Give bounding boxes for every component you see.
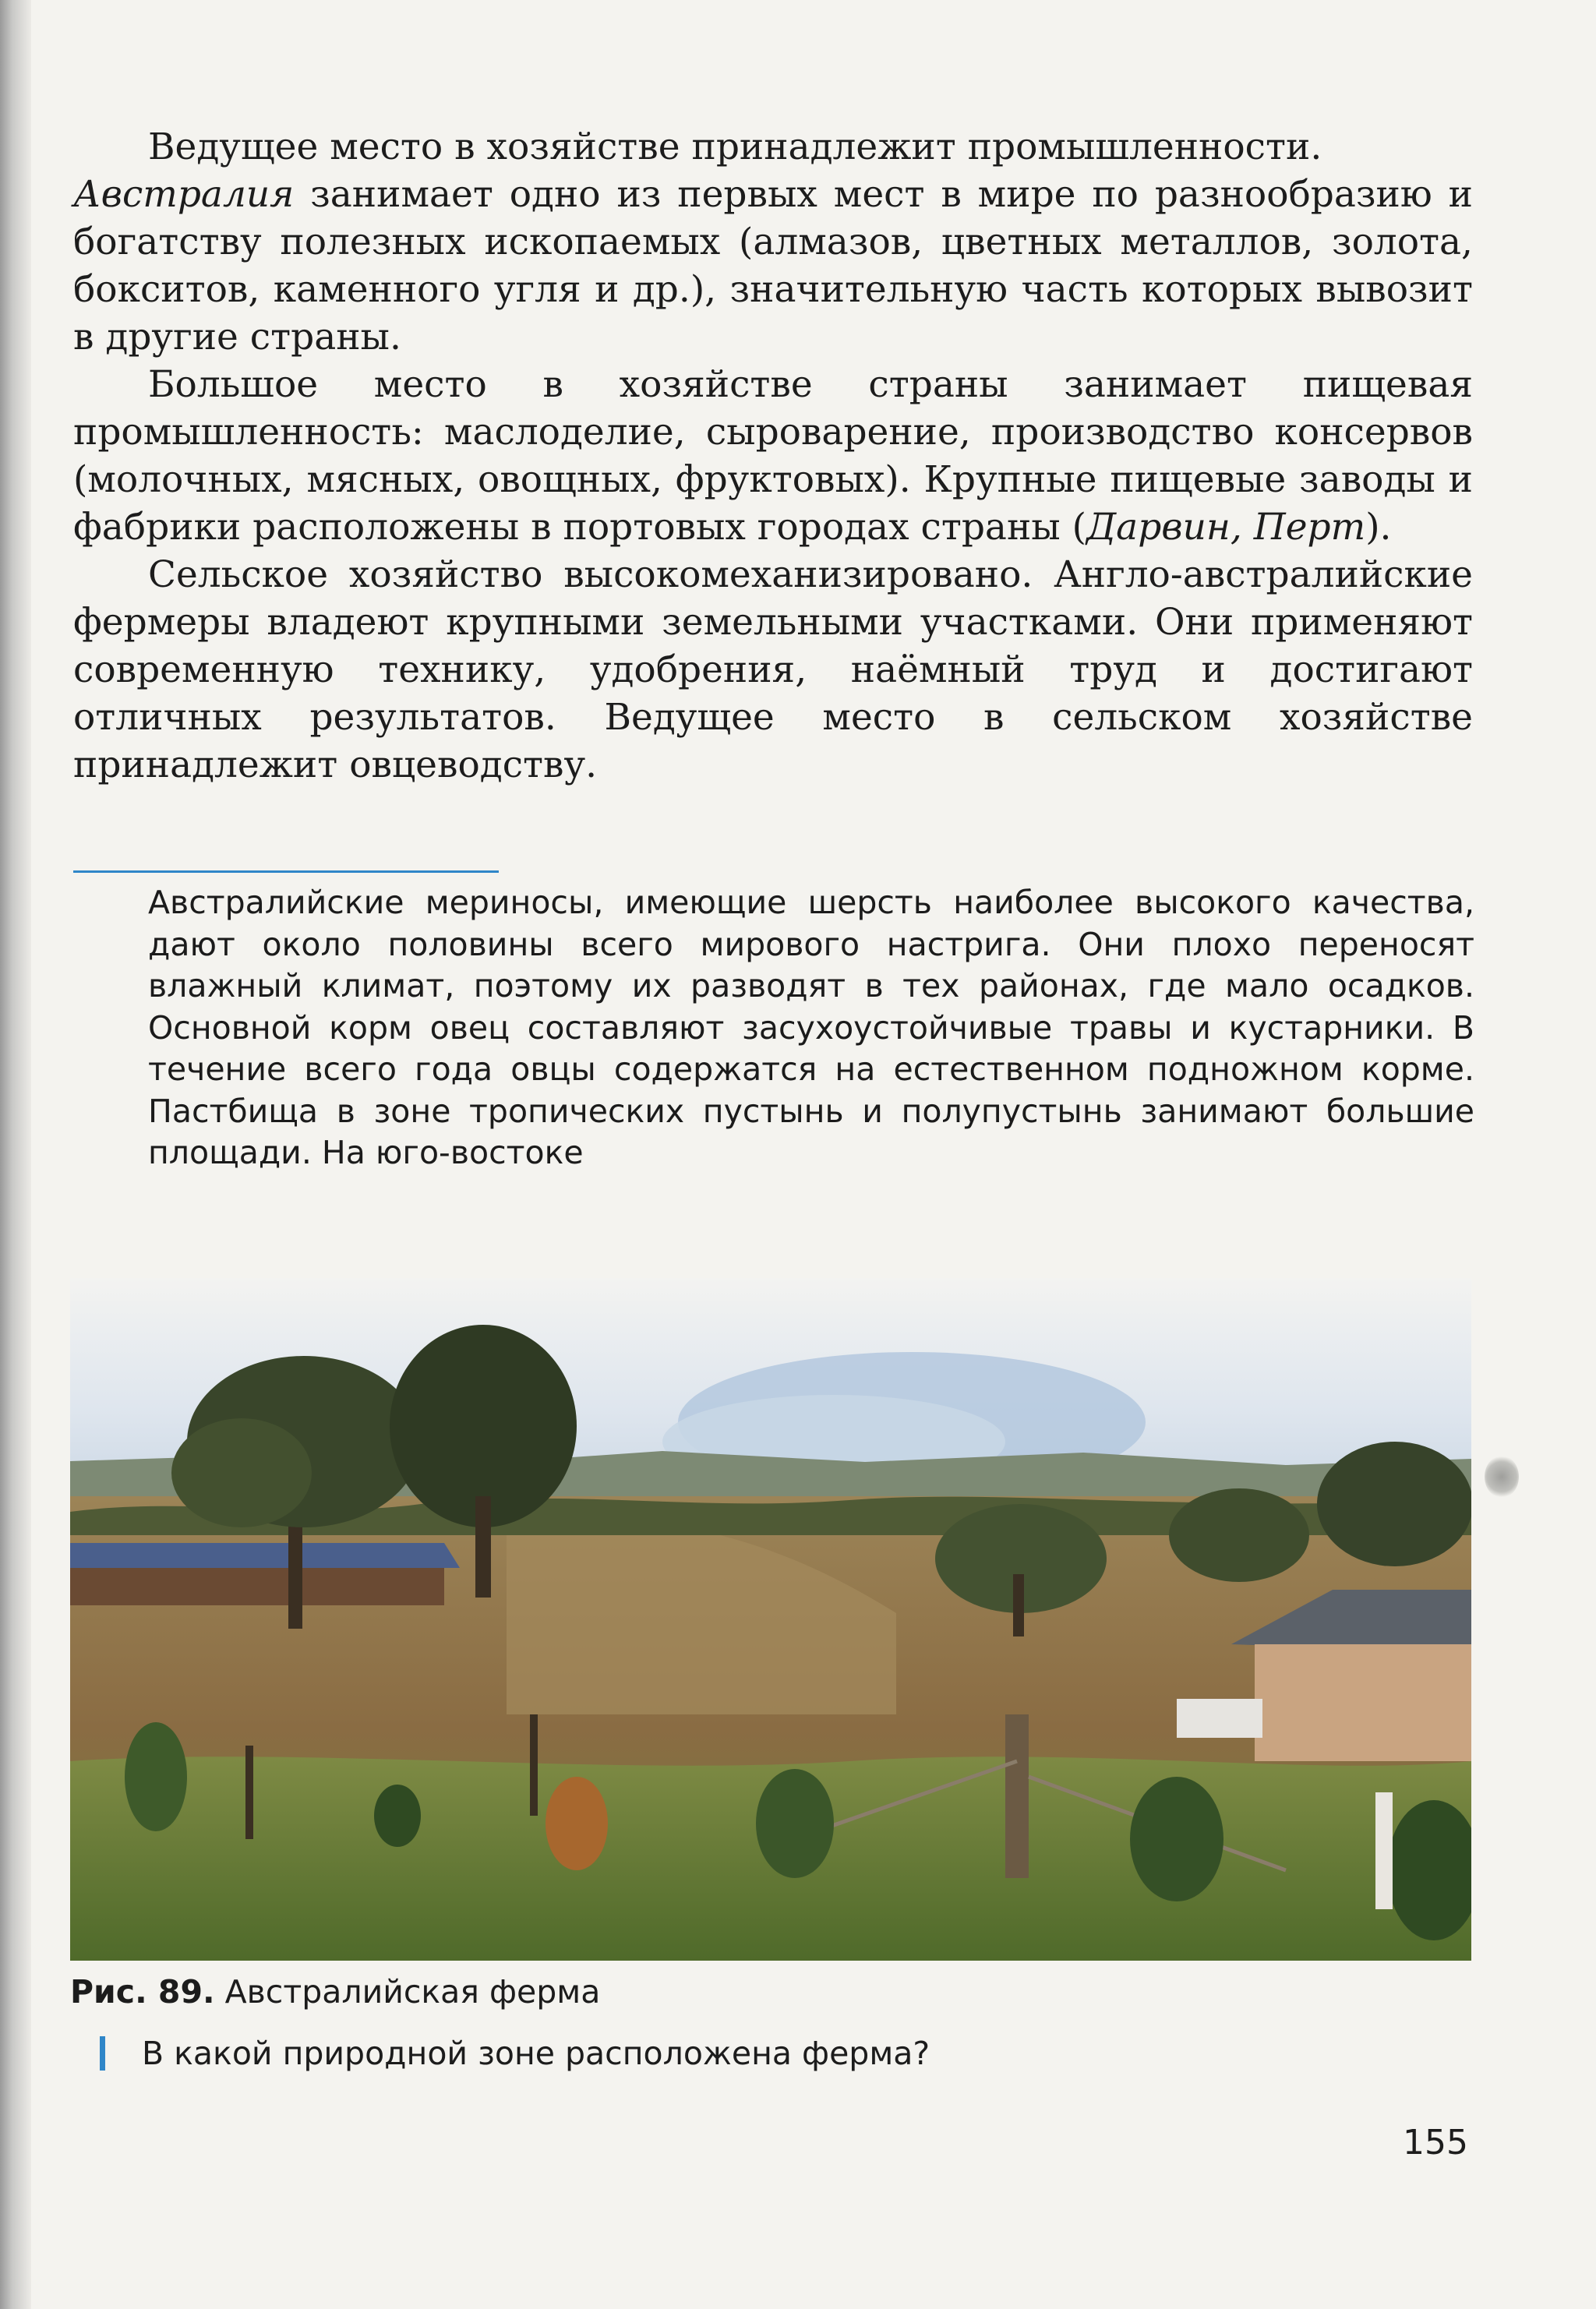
paragraph-4-text: Сельское хозяйство высокомеханизировано. Англо-австралийские фермеры владеют крупными земельными участками. Они применяют современную технику, удобрения, наёмный труд и достигают отличных результатов. Ведущее место в сельском хозяйстве принадлежит овцеводству. bbox=[73, 553, 1473, 786]
scan-binding-shadow bbox=[0, 0, 31, 2309]
paragraph-3-italic: Дарвин, Перт bbox=[1086, 506, 1366, 549]
paragraph-1-text: Ведущее место в хозяйстве принадлежит промышленности. bbox=[148, 125, 1322, 168]
paragraph-3 bbox=[73, 361, 1473, 551]
section-separator-line bbox=[73, 870, 499, 873]
figure-number: Рис. 89. bbox=[70, 1973, 215, 2011]
figure-title: Австралийская ферма bbox=[214, 1973, 601, 2011]
paragraph-2 bbox=[73, 171, 1473, 361]
farm-photo bbox=[70, 1278, 1471, 1961]
figure-question bbox=[100, 2032, 1513, 2075]
scan-artifact-dot bbox=[1485, 1456, 1519, 1498]
paragraph-2-text: занимает одно из первых мест в мире по разнообразию и богатству полезных ископаемых (алмазов, цветных металлов, золота, бокситов, каменного угля и др.), значительную часть которых вывозит в другие страны. bbox=[73, 173, 1473, 358]
paragraph-3-text-after: ). bbox=[1365, 506, 1392, 549]
page-number: 155 bbox=[1403, 2123, 1468, 2162]
paragraph-1 bbox=[73, 123, 1473, 171]
paragraph-4 bbox=[73, 551, 1473, 789]
paragraph-2-italic: Австралия bbox=[73, 173, 295, 216]
figure-question-text: В какой природной зоне расположена ферма? bbox=[142, 2035, 930, 2072]
question-marker-bar bbox=[100, 2036, 105, 2071]
sidebar-text-block: Австралийские мериносы, имеющие шерсть наиболее высокого качества, дают около половины всего мирового настрига. Они плохо переносят влажный климат, поэтому их разводят в тех районах, где мало осадков. Основной корм овец составляют засухоустойчивые травы и кустарники. В течение всего года овцы содержатся на естественном подножном корме. Пастбища в зоне тропических пустынь и полупустынь занимают большие площади. На юго-востоке bbox=[148, 884, 1474, 1171]
farm-photo-illustration bbox=[70, 1278, 1471, 1961]
paragraph-3-text-before: Большое место в хозяйстве страны занимает пищевая промышленность: маслоделие, сыроварение, производство консервов (молочных, мясных, овощных, фруктовых). Крупные пищевые заводы и фабрики расположены в портовых городах страны ( bbox=[73, 363, 1473, 549]
main-text bbox=[73, 123, 1473, 789]
figure-caption bbox=[70, 1970, 1473, 2014]
